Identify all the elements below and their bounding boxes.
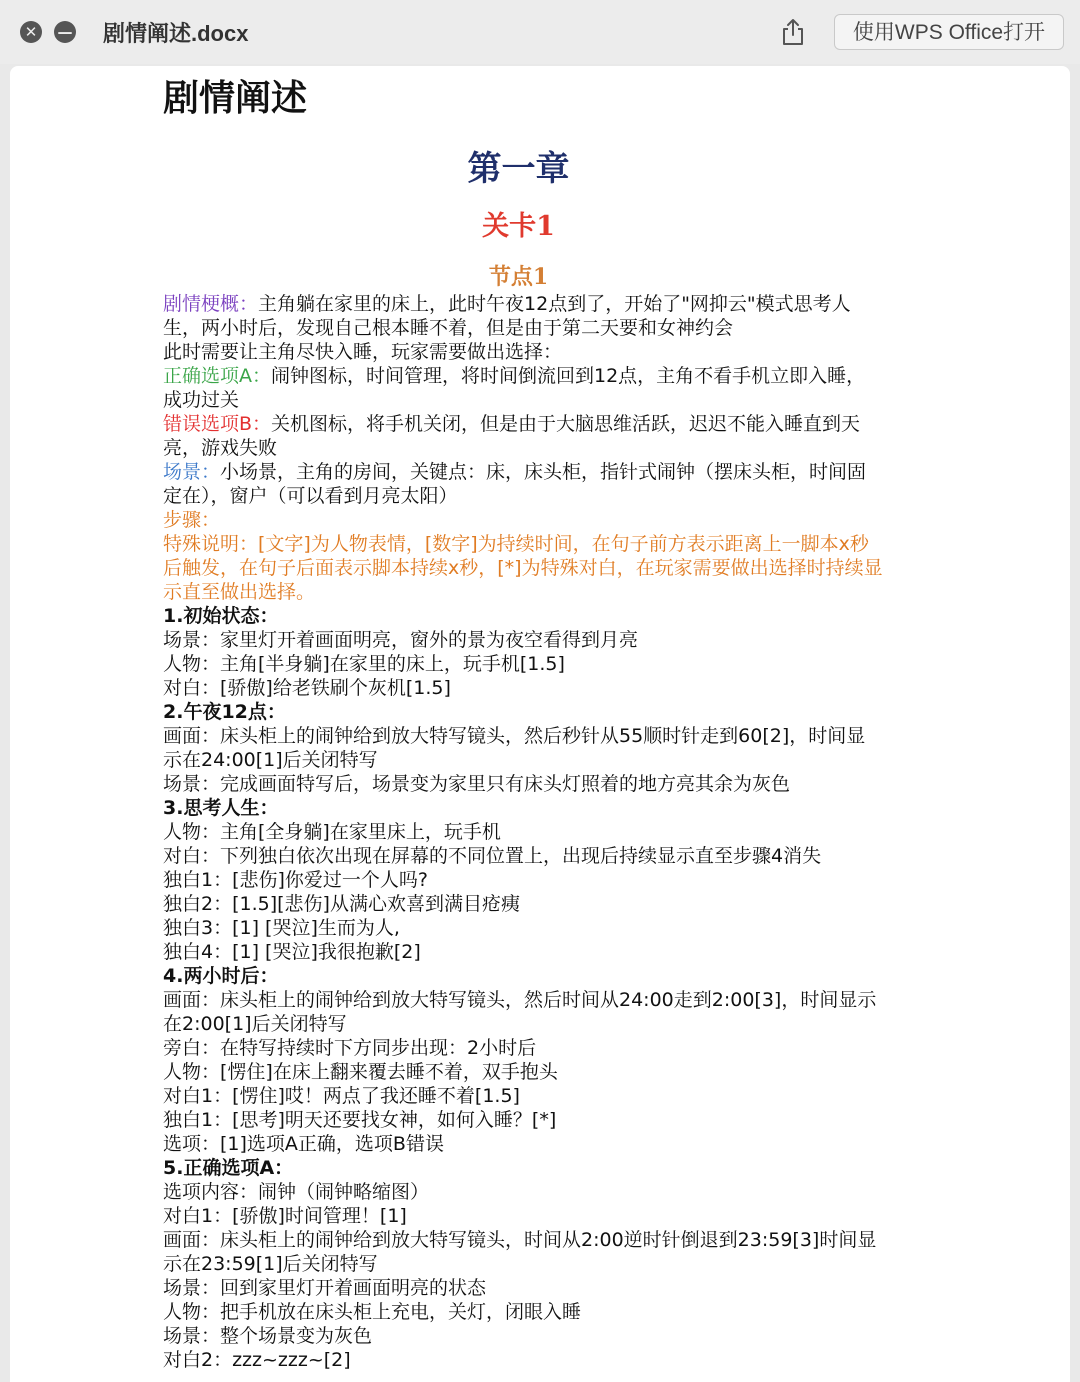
- script-line: 独白4：[1] [哭泣]我很抱歉[2]: [163, 941, 421, 963]
- level-heading: 关卡1: [482, 211, 555, 242]
- scene-text: 小场景，主角的房间，关键点：床，床头柜，指针式闹钟（摆床头柜，时间固定在），窗户（可以看到月亮太阳）: [163, 461, 867, 507]
- script-line: 画面：床头柜上的闹钟给到放大特写镜头，然后时间从24:00走到2:00[3]，时间显示在2:00[1]后关闭特写: [163, 989, 877, 1035]
- summary-label: 剧情梗概：: [163, 293, 259, 315]
- step-heading: 5.正确选项A：: [163, 1157, 294, 1179]
- script-line: 对白1：[骄傲]时间管理！[1]: [163, 1205, 407, 1227]
- wrong-option-label: 错误选项B：: [163, 413, 272, 435]
- wrong-option-text: 关机图标，将手机关闭，但是由于大脑思维活跃，迟迟不能入睡直到天亮，游戏失败: [163, 413, 861, 459]
- special-note: 特殊说明：[文字]为人物表情，[数字]为持续时间，在句子前方表示距离上一脚本x秒后触发，在句子后面表示脚本持续x秒，[*]为特殊对白，在玩家需要做出选择时持续显示直至做出选择。: [163, 533, 883, 603]
- script-line: 场景：整个场景变为灰色: [163, 1325, 373, 1347]
- prompt-line: 此时需要让主角尽快入睡，玩家需要做出选择：: [163, 341, 563, 363]
- close-icon[interactable]: ✕: [20, 21, 42, 43]
- script-line: 独白2：[1.5][悲伤]从满心欢喜到满目疮痍: [163, 893, 520, 915]
- script-line: 选项内容：闹钟（闹钟略缩图）: [163, 1181, 430, 1203]
- script-line: 对白：下列独白依次出现在屏幕的不同位置上，出现后持续显示直至步骤4消失: [163, 845, 822, 867]
- scene-paragraph: [163, 460, 883, 508]
- script-line: 选项：[1]选项A正确，选项B错误: [163, 1133, 444, 1155]
- script-line: 场景：家里灯开着画面明亮，窗外的景为夜空看得到月亮: [163, 629, 639, 651]
- title-bar: [0, 0, 1080, 64]
- script-line: 人物：主角[半身躺]在家里的床上，玩手机[1.5]: [163, 653, 565, 675]
- script-line: 对白1：[愣住]哎！两点了我还睡不着[1.5]: [163, 1085, 520, 1107]
- steps-label: 步骤：: [163, 509, 221, 531]
- script-line: 人物：把手机放在床头柜上充电，关灯，闭眼入睡: [163, 1301, 582, 1323]
- minimize-icon[interactable]: —: [54, 21, 76, 43]
- step-heading: 4.两小时后：: [163, 965, 279, 987]
- step-heading: 2.午夜12点：: [163, 701, 286, 723]
- script-line: 独白1：[思考]明天还要找女神，如何入睡？[*]: [163, 1109, 557, 1131]
- script-line: 画面：床头柜上的闹钟给到放大特写镜头，时间从2:00逆时针倒退到23:59[3]时间显示在23:59[1]后关闭特写: [163, 1229, 877, 1275]
- summary-text: 主角躺在家里的床上，此时午夜12点到了，开始了"网抑云"模式思考人生，两小时后，发现自己根本睡不着，但是由于第二天要和女神约会: [163, 293, 851, 339]
- script-line: 对白：[骄傲]给老铁刷个灰机[1.5]: [163, 677, 451, 699]
- document-content: [163, 66, 883, 1372]
- chapter-heading: 第一章: [467, 149, 570, 189]
- page-title: 剧情阐述: [163, 78, 308, 119]
- script-lines: [163, 604, 883, 1372]
- step-heading: 3.思考人生：: [163, 797, 279, 819]
- open-with-wps-button[interactable]: 使用WPS Office打开: [834, 14, 1064, 50]
- script-line: 人物：主角[全身躺]在家里床上，玩手机: [163, 821, 501, 843]
- correct-option-text: 闹钟图标，时间管理，将时间倒流回到12点，主角不看手机立即入睡，成功过关: [163, 365, 866, 411]
- script-line: 独白1：[悲伤]你爱过一个人吗?: [163, 869, 428, 891]
- script-line: 独白3：[1] [哭泣]生而为人,: [163, 917, 400, 939]
- node-heading: 节点1: [488, 264, 549, 290]
- document-title: 剧情阐述.docx: [103, 21, 249, 46]
- script-line: 场景：回到家里灯开着画面明亮的状态: [163, 1277, 487, 1299]
- share-icon[interactable]: [780, 18, 806, 46]
- correct-option-label: 正确选项A：: [163, 365, 271, 387]
- wrong-option-paragraph: [163, 412, 883, 460]
- step-heading: 1.初始状态：: [163, 605, 279, 627]
- document-page: [10, 66, 1070, 1382]
- script-line: 场景：完成画面特写后，场景变为家里只有床头灯照着的地方亮其余为灰色: [163, 773, 791, 795]
- script-line: 对白2：zzz~zzz~[2]: [163, 1349, 351, 1371]
- scene-label: 场景：: [163, 461, 221, 483]
- script-line: 画面：床头柜上的闹钟给到放大特写镜头，然后秒针从55顺时针走到60[2]，时间显示在24:00[1]后关闭特写: [163, 725, 866, 771]
- script-line: 旁白：在特写持续时下方同步出现：2小时后: [163, 1037, 537, 1059]
- summary-paragraph: [163, 292, 883, 340]
- correct-option-paragraph: [163, 364, 883, 412]
- script-line: 人物：[愣住]在床上翻来覆去睡不着，双手抱头: [163, 1061, 558, 1083]
